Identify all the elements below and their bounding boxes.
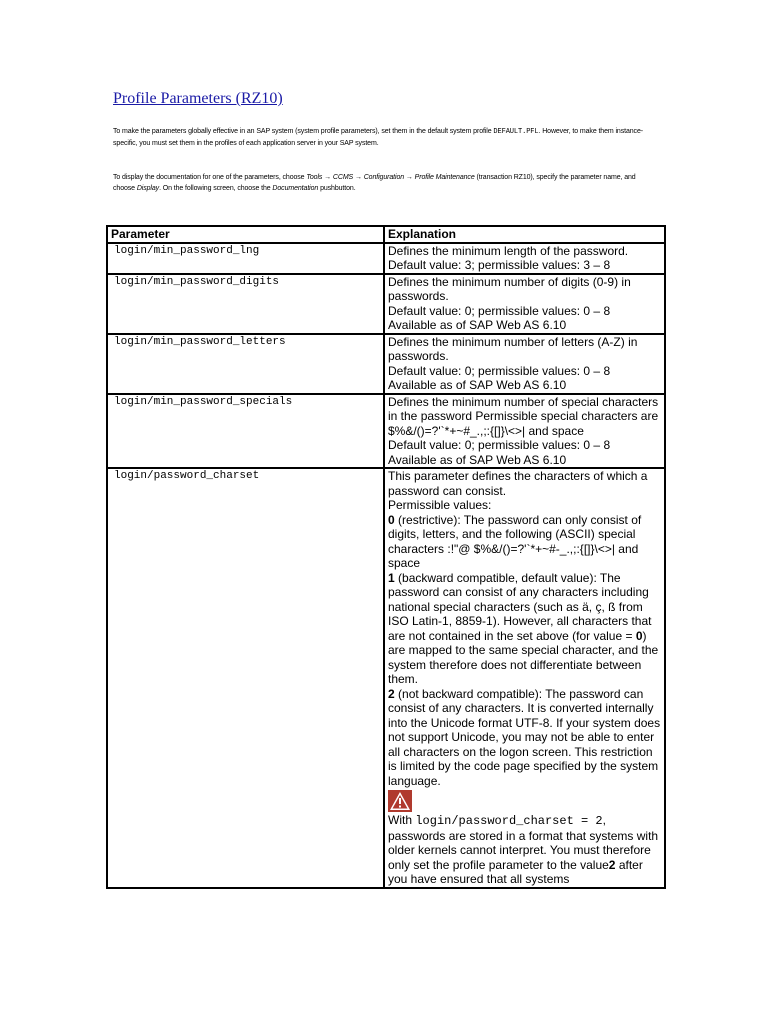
parameter-explanation (384, 334, 665, 394)
parameter-name: login/min_password_lng (107, 243, 384, 274)
value-text: (restrictive): The password can only consist of digits, letters, and the following (ASCII) special characters :!"@ $%&/()=?'`*+~#-_.,;:{[]}\<>| and space (388, 512, 642, 570)
warning-text-part: , passwords are stored in a format that systems with older kernels cannot interpret. You must therefore only set the profile parameter to the value (388, 813, 659, 872)
value-label: 2 (388, 686, 395, 701)
value-0-description (388, 513, 664, 571)
value-label: 2 (608, 857, 616, 872)
warning-triangle-icon (388, 790, 412, 812)
explanation-line: This parameter defines the characters of which a password can consist. (388, 469, 648, 498)
arrow-icon: → (404, 174, 415, 181)
explanation-line: Default value: 0; permissible values: 0 – 8 (388, 438, 611, 452)
value-2-description (388, 687, 664, 789)
explanation-line: Defines the minimum length of the password. (388, 243, 629, 258)
value-label: 0 (388, 512, 395, 527)
value-1-description (388, 571, 664, 687)
explanation-line: Default value: 0; permissible values: 0 – 8 (388, 303, 611, 318)
intro2-text: (transaction RZ10), specify the parameter name, and choose (113, 174, 636, 192)
parameter-explanation (384, 394, 665, 469)
arrow-icon: → (353, 174, 364, 181)
value-text: (backward compatible, default value): The password can consist of any characters including national special characters (such as ä, ç, ß from ISO Latin-1, 8859-1). However, all characters that are not contained in the set above (for value = (388, 570, 652, 643)
explanation-line: Default value: 3; permissible values: 3 – 8 (388, 258, 611, 272)
explanation-line: Defines the minimum number of digits (0-9) in passwords. (388, 274, 631, 303)
warning-text-part: With (388, 813, 416, 827)
table-row (107, 394, 665, 469)
intro-paragraph-profile (113, 126, 658, 149)
parameter-name: login/password_charset (107, 468, 384, 888)
intro-paragraph-documentation (113, 172, 658, 194)
parameter-code: login/password_charset = 2 (415, 814, 603, 828)
table-row (107, 274, 665, 334)
parameters-table (106, 225, 666, 889)
documentation-button-name: Documentation (272, 185, 319, 192)
value-text: (not backward compatible): The password can consist of any characters. It is converted internally into the Unicode format UTF-8. If your system does not support Unicode, you may not be able to enter all characters on the logon screen. This restriction is limited by the code page specified by the system language. (388, 686, 661, 788)
parameter-explanation (384, 243, 665, 274)
intro2-text: To display the documentation for one of the parameters, choose (113, 174, 307, 181)
parameter-explanation (384, 274, 665, 334)
explanation-line: Defines the minimum number of special characters in the password Permissible special characters are $%&/()=?'`*+~#_.,;:{[]}\<>| and space (388, 394, 659, 438)
explanation-line: Default value: 0; permissible values: 0 – 8 (388, 363, 611, 378)
intro2-text: . On the following screen, choose the (159, 185, 273, 192)
page-title[interactable]: Profile Parameters (RZ10) (113, 90, 283, 107)
warning-text-part: after you have ensured that all systems (388, 857, 643, 886)
parameter-explanation (384, 468, 665, 888)
profile-file-name: DEFAULT.PFL (493, 128, 539, 136)
explanation-line: Permissible values: (388, 498, 492, 512)
menu-configuration: Configuration (363, 174, 405, 181)
table-row (107, 468, 665, 888)
intro1-text-end: . However, to make them instance-specific, you must set them in the profiles of each application server in your SAP system. (113, 128, 643, 147)
menu-ccms: CCMS (332, 174, 354, 181)
display-button-name: Display (136, 185, 160, 192)
explanation-line: Available as of SAP Web AS 6.10 (388, 378, 567, 392)
explanation-line: Available as of SAP Web AS 6.10 (388, 452, 567, 467)
warning-text (388, 813, 664, 887)
table-row (107, 334, 665, 394)
column-header-explanation: Explanation (384, 226, 665, 243)
intro1-text: To make the parameters globally effective in an SAP system (system profile parameters), set them in the default system profile (113, 128, 494, 135)
explanation-line: Defines the minimum number of letters (A-Z) in passwords. (388, 334, 638, 363)
value-text: ) are mapped to the same special character, and the system therefore does not differentiate between them. (388, 628, 659, 686)
value-label: 1 (388, 570, 395, 585)
column-header-parameter: Parameter (107, 226, 384, 243)
parameter-name: login/min_password_digits (107, 274, 384, 334)
table-header-row (107, 226, 665, 243)
parameter-name: login/min_password_specials (107, 394, 384, 469)
menu-tools: Tools (306, 174, 323, 181)
table-row (107, 243, 665, 274)
parameter-name: login/min_password_letters (107, 334, 384, 394)
value-label: 0 (635, 628, 643, 643)
arrow-icon: → (322, 174, 333, 181)
menu-profile-maintenance: Profile Maintenance (414, 174, 475, 181)
intro2-text: pushbutton. (318, 185, 356, 192)
explanation-line: Available as of SAP Web AS 6.10 (388, 318, 567, 332)
